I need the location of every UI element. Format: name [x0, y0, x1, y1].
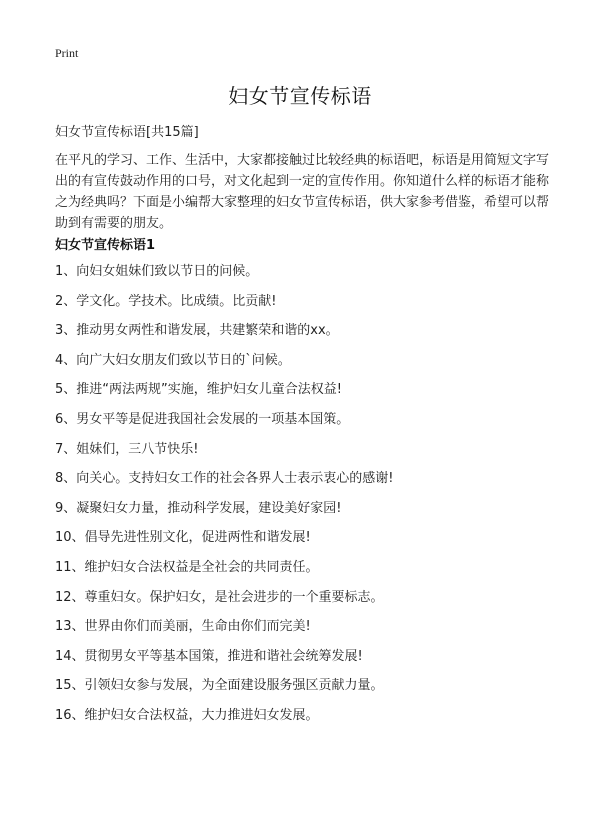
- slogan-item: 12、尊重妇女。保护妇女，是社会进步的一个重要标志。: [55, 589, 384, 605]
- slogan-item: 5、推进“两法两规”实施，维护妇女儿童合法权益!: [55, 382, 342, 398]
- slogan-item: 8、向关心。支持妇女工作的社会各界人士表示衷心的感谢!: [55, 471, 394, 487]
- slogan-item: 1、向妇女姐妹们致以节日的问候。: [55, 264, 259, 279]
- slogan-item: 13、世界由你们而美丽，生命由你们而完美!: [55, 619, 311, 635]
- slogan-item: 9、凝聚妇女力量，推动科学发展，建设美好家园!: [55, 500, 342, 516]
- print-link[interactable]: Print: [55, 46, 79, 60]
- slogan-item: 3、推动男女两性和谐发展，共建繁荣和谐的xx。: [55, 323, 339, 339]
- slogan-item: 16、维护妇女合法权益，大力推进妇女发展。: [55, 707, 319, 723]
- slogan-item: 4、向广大妇女朋友们致以节日的`问候。: [55, 352, 291, 368]
- intro-paragraph: 在平凡的学习、工作、生活中，大家都接触过比较经典的标语吧，标语是用简短文字写出的有宣传鼓动作用的口号，对文化起到一定的宣传作用。你知道什么样的标语才能称之为经典吗？下面是小编帮大家整理的妇女节宣传标语，供大家参考借鉴，希望可以帮助到有需要的朋友。: [55, 153, 550, 231]
- slogan-item: 14、贯彻男女平等基本国策，推进和谐社会统筹发展!: [55, 648, 363, 664]
- slogan-item: 10、倡导先进性别文化，促进两性和谐发展!: [55, 530, 311, 546]
- slogan-item: 11、维护妇女合法权益是全社会的共同责任。: [55, 559, 319, 575]
- section-heading: 妇女节宣传标语1: [55, 238, 156, 253]
- slogan-list: [55, 262, 551, 736]
- slogan-item: 6、男女平等是促进我国社会发展的一项基本国策。: [55, 411, 350, 427]
- slogan-item: 15、引领妇女参与发展，为全面建设服务强区贡献力量。: [55, 678, 384, 694]
- document-subtitle: 妇女节宣传标语[共15篇]: [55, 125, 199, 140]
- page-title: 妇女节宣传标语: [228, 84, 372, 108]
- slogan-item: 2、学文化。学技术。比成绩。比贡献!: [55, 293, 277, 309]
- slogan-item: 7、姐妹们，三八节快乐!: [55, 441, 199, 457]
